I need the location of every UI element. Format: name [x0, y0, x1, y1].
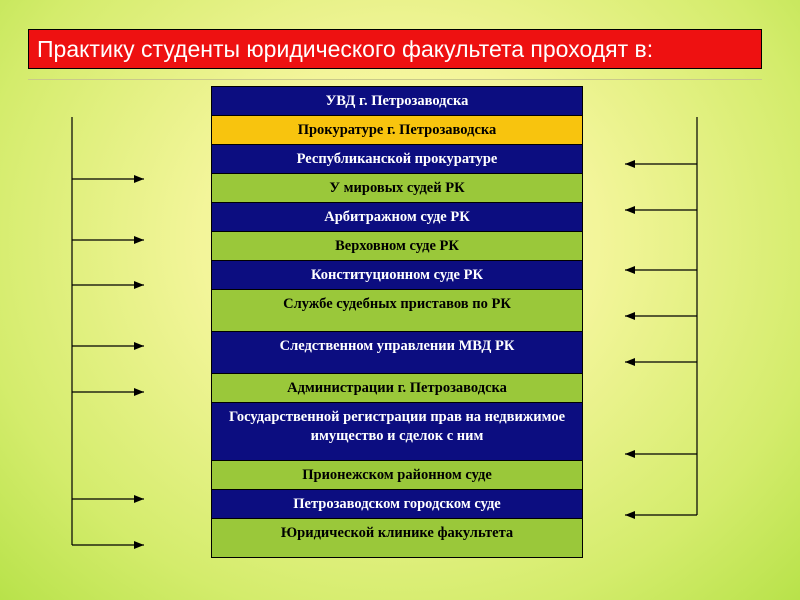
left-arrows [72, 179, 144, 545]
right-arrows [625, 164, 697, 515]
list-item: Республиканской прокуратуре [212, 145, 582, 174]
list-item: Арбитражном суде РК [212, 203, 582, 232]
list-item: Следственном управлении МВД РК [212, 332, 582, 374]
list-item: Юридической клинике факультета [212, 519, 582, 557]
list-item: УВД г. Петрозаводска [212, 87, 582, 116]
list-item: Прионежском районном суде [212, 461, 582, 490]
list-item: Прокуратуре г. Петрозаводска [212, 116, 582, 145]
list-item: Верховном суде РК [212, 232, 582, 261]
slide-title: Практику студенты юридического факультета проходят в: [28, 29, 762, 69]
list-item: У мировых судей РК [212, 174, 582, 203]
list-item: Конституционном суде РК [212, 261, 582, 290]
list-item: Службе судебных приставов по РК [212, 290, 582, 332]
practice-places-list [211, 86, 583, 558]
list-item: Администрации г. Петрозаводска [212, 374, 582, 403]
list-item: Петрозаводском городском суде [212, 490, 582, 519]
list-item: Государственной регистрации прав на недвижимое имущество и сделок с ним [212, 403, 582, 461]
